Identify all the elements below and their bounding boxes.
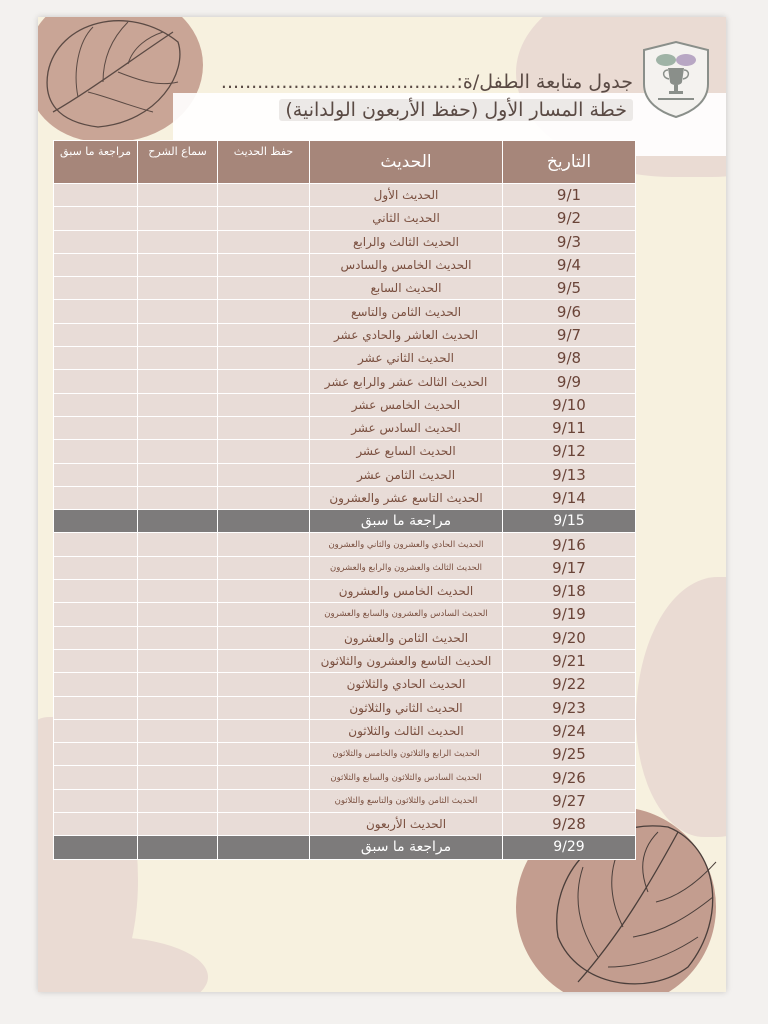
table-row	[54, 230, 636, 253]
table-row	[54, 673, 636, 696]
table-row	[54, 813, 636, 836]
listen-checkbox-cell[interactable]	[138, 789, 218, 812]
hadith-cell: الحديث الثاني والثلاثون	[310, 696, 503, 719]
hadith-cell: الحديث الرابع والثلاثون والخامس والثلاثون	[310, 743, 503, 766]
hadith-cell: الحديث الثالث والثلاثون	[310, 719, 503, 742]
review-checkbox-cell[interactable]	[54, 207, 138, 230]
table-row	[54, 253, 636, 276]
date-cell: 9/7	[503, 323, 636, 346]
hadith-cell: الحديث الحادي والثلاثون	[310, 673, 503, 696]
review-checkbox-cell[interactable]	[54, 813, 138, 836]
review-checkbox-cell[interactable]	[54, 347, 138, 370]
review-checkbox-cell[interactable]	[54, 603, 138, 626]
review-checkbox-cell[interactable]	[54, 184, 138, 207]
memorize-checkbox-cell[interactable]	[218, 649, 310, 672]
listen-checkbox-cell[interactable]	[138, 743, 218, 766]
review-checkbox-cell[interactable]	[54, 556, 138, 579]
hadith-cell: الحديث الثامن عشر	[310, 463, 503, 486]
date-cell: 9/17	[503, 556, 636, 579]
hadith-cell: الحديث الثامن والثلاثون والتاسع والثلاثون	[310, 789, 503, 812]
date-cell: 9/16	[503, 533, 636, 556]
memorize-checkbox-cell[interactable]	[218, 416, 310, 439]
listen-checkbox-cell[interactable]	[138, 207, 218, 230]
date-cell: 9/22	[503, 673, 636, 696]
memorize-checkbox-cell[interactable]	[218, 533, 310, 556]
hadith-cell: الحديث الثامن والتاسع	[310, 300, 503, 323]
hadith-cell: الحديث الثاني	[310, 207, 503, 230]
listen-checkbox-cell[interactable]	[138, 486, 218, 509]
table-row	[54, 184, 636, 207]
hadith-cell: الحديث الثالث عشر والرابع عشر	[310, 370, 503, 393]
hadith-cell: الحديث السادس والعشرون والسابع والعشرون	[310, 603, 503, 626]
review-checkbox-cell[interactable]	[54, 743, 138, 766]
date-cell: 9/28	[503, 813, 636, 836]
trophy-icon	[640, 40, 712, 118]
review-checkbox-cell[interactable]	[54, 486, 138, 509]
date-cell: 9/24	[503, 719, 636, 742]
column-header-date: التاريخ	[503, 141, 636, 184]
review-checkbox-cell[interactable]	[54, 300, 138, 323]
memorize-checkbox-cell[interactable]	[218, 277, 310, 300]
listen-checkbox-cell[interactable]	[138, 626, 218, 649]
listen-checkbox-cell[interactable]	[138, 649, 218, 672]
table-row	[54, 789, 636, 812]
hadith-cell: الحديث الحادي والعشرون والثاني والعشرون	[310, 533, 503, 556]
hadith-cell: الحديث الخامس والعشرون	[310, 580, 503, 603]
table-row	[54, 347, 636, 370]
date-cell: 9/9	[503, 370, 636, 393]
review-checkbox-cell[interactable]	[54, 626, 138, 649]
date-cell: 9/18	[503, 580, 636, 603]
hadith-cell: الحديث الخامس والسادس	[310, 253, 503, 276]
table-row	[54, 580, 636, 603]
review-checkbox-cell[interactable]	[54, 789, 138, 812]
table-row	[54, 533, 636, 556]
listen-checkbox-cell[interactable]	[138, 766, 218, 789]
date-cell: 9/11	[503, 416, 636, 439]
review-checkbox-cell[interactable]	[54, 766, 138, 789]
table-row	[54, 556, 636, 579]
memorize-checkbox-cell[interactable]	[218, 207, 310, 230]
memorize-checkbox-cell[interactable]	[218, 719, 310, 742]
date-cell: 9/5	[503, 277, 636, 300]
decor-blob	[636, 577, 726, 837]
listen-checkbox-cell[interactable]	[138, 300, 218, 323]
memorize-checkbox-cell[interactable]	[218, 463, 310, 486]
memorize-checkbox-cell[interactable]	[218, 184, 310, 207]
listen-checkbox-cell[interactable]	[138, 696, 218, 719]
review-row	[54, 836, 636, 859]
column-header-listen: سماع الشرح	[138, 141, 218, 184]
table-header-row	[54, 141, 636, 184]
memorize-checkbox-cell[interactable]	[218, 370, 310, 393]
date-cell: 9/10	[503, 393, 636, 416]
hadith-cell: الحديث الخامس عشر	[310, 393, 503, 416]
memorize-checkbox-cell[interactable]	[218, 836, 310, 859]
hadith-cell: الحديث الثالث والعشرون والرابع والعشرون	[310, 556, 503, 579]
listen-checkbox-cell[interactable]	[138, 510, 218, 533]
date-cell: 9/26	[503, 766, 636, 789]
memorize-checkbox-cell[interactable]	[218, 300, 310, 323]
listen-checkbox-cell[interactable]	[138, 556, 218, 579]
table-row	[54, 440, 636, 463]
memorize-checkbox-cell[interactable]	[218, 603, 310, 626]
memorize-checkbox-cell[interactable]	[218, 486, 310, 509]
listen-checkbox-cell[interactable]	[138, 416, 218, 439]
memorize-checkbox-cell[interactable]	[218, 556, 310, 579]
listen-checkbox-cell[interactable]	[138, 836, 218, 859]
memorize-checkbox-cell[interactable]	[218, 696, 310, 719]
date-cell: 9/29	[503, 836, 636, 859]
hadith-cell: الحديث السابع	[310, 277, 503, 300]
date-cell: 9/1	[503, 184, 636, 207]
listen-checkbox-cell[interactable]	[138, 230, 218, 253]
listen-checkbox-cell[interactable]	[138, 440, 218, 463]
table-row	[54, 393, 636, 416]
memorize-checkbox-cell[interactable]	[218, 510, 310, 533]
table-row	[54, 370, 636, 393]
listen-checkbox-cell[interactable]	[138, 347, 218, 370]
review-checkbox-cell[interactable]	[54, 463, 138, 486]
table-row	[54, 603, 636, 626]
listen-checkbox-cell[interactable]	[138, 533, 218, 556]
review-checkbox-cell[interactable]	[54, 323, 138, 346]
date-cell: 9/27	[503, 789, 636, 812]
listen-checkbox-cell[interactable]	[138, 323, 218, 346]
listen-checkbox-cell[interactable]	[138, 277, 218, 300]
review-checkbox-cell[interactable]	[54, 533, 138, 556]
listen-checkbox-cell[interactable]	[138, 673, 218, 696]
listen-checkbox-cell[interactable]	[138, 184, 218, 207]
listen-checkbox-cell[interactable]	[138, 719, 218, 742]
hadith-cell: الحديث الثالث والرابع	[310, 230, 503, 253]
date-cell: 9/12	[503, 440, 636, 463]
memorize-checkbox-cell[interactable]	[218, 253, 310, 276]
table-row	[54, 649, 636, 672]
memorize-checkbox-cell[interactable]	[218, 743, 310, 766]
review-checkbox-cell[interactable]	[54, 253, 138, 276]
memorize-checkbox-cell[interactable]	[218, 393, 310, 416]
date-cell: 9/4	[503, 253, 636, 276]
review-checkbox-cell[interactable]	[54, 696, 138, 719]
monstera-leaf-icon	[38, 17, 188, 132]
review-checkbox-cell[interactable]	[54, 370, 138, 393]
table-row	[54, 719, 636, 742]
listen-checkbox-cell[interactable]	[138, 370, 218, 393]
date-cell: 9/14	[503, 486, 636, 509]
table-row	[54, 207, 636, 230]
review-checkbox-cell[interactable]	[54, 649, 138, 672]
listen-checkbox-cell[interactable]	[138, 463, 218, 486]
hadith-cell: الحديث الأربعون	[310, 813, 503, 836]
listen-checkbox-cell[interactable]	[138, 580, 218, 603]
table-row	[54, 626, 636, 649]
table-row	[54, 743, 636, 766]
memorize-checkbox-cell[interactable]	[218, 580, 310, 603]
memorize-checkbox-cell[interactable]	[218, 673, 310, 696]
hadith-cell: الحديث التاسع عشر والعشرون	[310, 486, 503, 509]
review-checkbox-cell[interactable]	[54, 836, 138, 859]
review-checkbox-cell[interactable]	[54, 393, 138, 416]
memorize-checkbox-cell[interactable]	[218, 323, 310, 346]
review-row	[54, 510, 636, 533]
column-header-hadith: الحديث	[310, 141, 503, 184]
table-row	[54, 486, 636, 509]
hadith-cell: الحديث الثامن والعشرون	[310, 626, 503, 649]
table-row	[54, 463, 636, 486]
table-row	[54, 416, 636, 439]
review-checkbox-cell[interactable]	[54, 277, 138, 300]
date-cell: 9/6	[503, 300, 636, 323]
date-cell: 9/19	[503, 603, 636, 626]
memorize-checkbox-cell[interactable]	[218, 789, 310, 812]
listen-checkbox-cell[interactable]	[138, 813, 218, 836]
review-checkbox-cell[interactable]	[54, 719, 138, 742]
page-title: جدول متابعة الطفل/ة:.......................................	[220, 71, 633, 93]
date-cell: 9/25	[503, 743, 636, 766]
review-checkbox-cell[interactable]	[54, 440, 138, 463]
memorize-checkbox-cell[interactable]	[218, 813, 310, 836]
date-cell: 9/13	[503, 463, 636, 486]
table-row	[54, 323, 636, 346]
listen-checkbox-cell[interactable]	[138, 393, 218, 416]
date-cell: 9/15	[503, 510, 636, 533]
table-row	[54, 300, 636, 323]
decor-blob	[38, 937, 208, 992]
memorize-checkbox-cell[interactable]	[218, 347, 310, 370]
date-cell: 9/23	[503, 696, 636, 719]
listen-checkbox-cell[interactable]	[138, 253, 218, 276]
column-header-review: مراجعة ما سبق	[54, 141, 138, 184]
review-checkbox-cell[interactable]	[54, 580, 138, 603]
table-row	[54, 277, 636, 300]
hadith-cell: الحديث التاسع والعشرون والثلاثون	[310, 649, 503, 672]
hadith-cell: الحديث السادس والثلاثون والسابع والثلاثون	[310, 766, 503, 789]
memorize-checkbox-cell[interactable]	[218, 440, 310, 463]
date-cell: 9/20	[503, 626, 636, 649]
table-row	[54, 766, 636, 789]
review-checkbox-cell[interactable]	[54, 416, 138, 439]
date-cell: 9/8	[503, 347, 636, 370]
listen-checkbox-cell[interactable]	[138, 603, 218, 626]
hadith-cell: مراجعة ما سبق	[310, 836, 503, 859]
memorize-checkbox-cell[interactable]	[218, 766, 310, 789]
memorize-checkbox-cell[interactable]	[218, 626, 310, 649]
date-cell: 9/3	[503, 230, 636, 253]
hadith-cell: الحديث السادس عشر	[310, 416, 503, 439]
review-checkbox-cell[interactable]	[54, 230, 138, 253]
date-cell: 9/2	[503, 207, 636, 230]
hadith-cell: الحديث الأول	[310, 184, 503, 207]
hadith-cell: الحديث الثاني عشر	[310, 347, 503, 370]
review-checkbox-cell[interactable]	[54, 673, 138, 696]
memorize-checkbox-cell[interactable]	[218, 230, 310, 253]
review-checkbox-cell[interactable]	[54, 510, 138, 533]
hadith-cell: الحديث العاشر والحادي عشر	[310, 323, 503, 346]
hadith-cell: الحديث السابع عشر	[310, 440, 503, 463]
column-header-memorize: حفظ الحديث	[218, 141, 310, 184]
table-row	[54, 696, 636, 719]
date-cell: 9/21	[503, 649, 636, 672]
hadith-cell: مراجعة ما سبق	[310, 510, 503, 533]
page-subtitle: خطة المسار الأول (حفظ الأربعون الولدانية)	[279, 99, 633, 121]
schedule-table	[53, 140, 636, 860]
